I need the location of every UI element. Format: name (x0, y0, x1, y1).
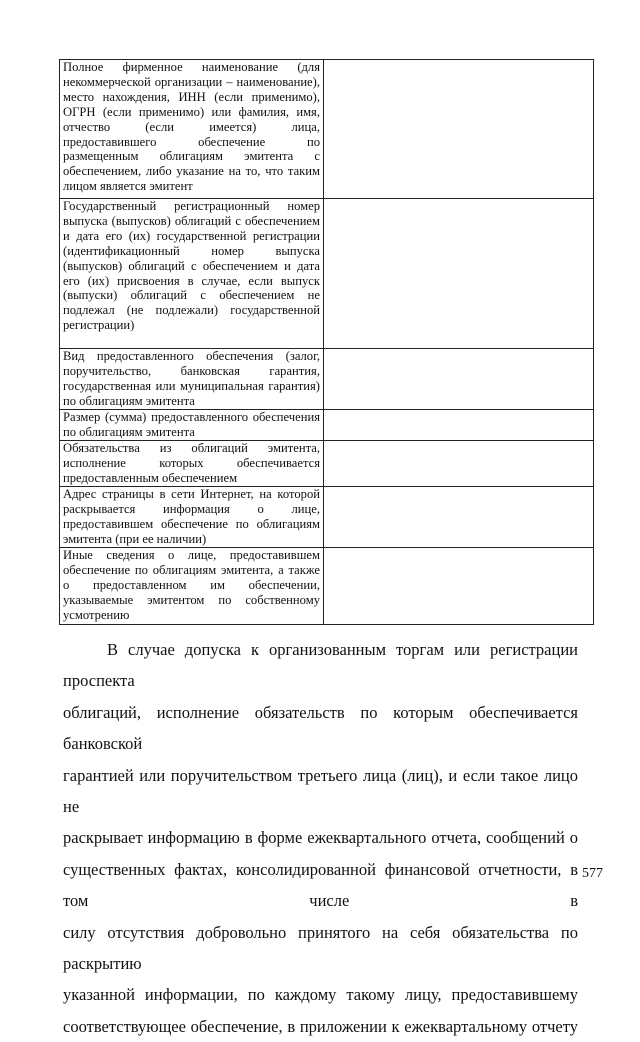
row-value (324, 441, 594, 487)
paragraph-line: гарантией или поручительством третьего лица (лиц), и если такое лицо не (63, 765, 578, 817)
row-label: Иные сведения о лице, предоставившем обеспечение по облигациям эмитента, а также о предоставленном им обеспечении, указываемые эмитентом по собственному усмотрению (60, 548, 324, 625)
paragraph-line: раскрывает информацию в форме ежеквартального отчета, сообщений о (63, 828, 578, 848)
issuer-guarantee-table (59, 59, 594, 625)
row-label: Адрес страницы в сети Интернет, на которой раскрывается информация о лице, предоставившем обеспечение по облигациям эмитента (при ее наличии) (60, 487, 324, 548)
paragraph-line: существенных фактах, консолидированной финансовой отчетности, в том числе в (63, 859, 578, 911)
table-row (60, 487, 594, 548)
row-label: Полное фирменное наименование (для некоммерческой организации – наименование), место нахождения, ИНН (если применимо), ОГРН (если применимо) или фамилия, имя, отчество (если имеется) лица, предоставившего обеспечение по размещенным облигациям эмитента с обеспечением, либо указание на то, что таким лицом является эмитент (60, 60, 324, 199)
paragraph-line: облигаций, исполнение обязательств по которым обеспечивается банковской (63, 702, 578, 754)
row-label: Вид предоставленного обеспечения (залог, поручительство, банковская гарантия, государственная или муниципальная гарантия) по облигациям эмитента (60, 349, 324, 410)
table-row (60, 441, 594, 487)
row-value (324, 199, 594, 349)
table-row (60, 548, 594, 625)
row-value (324, 487, 594, 548)
table-row (60, 199, 594, 349)
row-label: Размер (сумма) предоставленного обеспечения по облигациям эмитента (60, 410, 324, 441)
table-row (60, 410, 594, 441)
paragraph-line: силу отсутствия добровольно принятого на себя обязательства по раскрытию (63, 922, 578, 974)
row-label: Государственный регистрационный номер выпуска (выпусков) облигаций с обеспечением и дата его (их) государственной регистрации (идентификационный номер выпуска (выпусков) облигаций с обеспечением и дата его (их) присвоения в случае, если выпуск (выпуски) облигаций с обеспечением не подлежал (не подлежали) государственной регистрации) (60, 199, 324, 349)
paragraph-line: указанной информации, по каждому такому лицу, предоставившему (63, 985, 578, 1005)
table-row (60, 349, 594, 410)
row-label: Обязательства из облигаций эмитента, исполнение которых обеспечивается предоставленным обеспечением (60, 441, 324, 487)
row-value (324, 548, 594, 625)
page-number: 577 (582, 866, 603, 881)
paragraph-line: соответствующее обеспечение, в приложении к ежеквартальному отчету (63, 1016, 578, 1036)
row-value (324, 349, 594, 410)
row-value (324, 60, 594, 199)
body-paragraph (63, 634, 578, 1042)
table-row (60, 60, 594, 199)
paragraph-line: В случае допуска к организованным торгам или регистрации проспекта (63, 640, 578, 691)
row-value (324, 410, 594, 441)
